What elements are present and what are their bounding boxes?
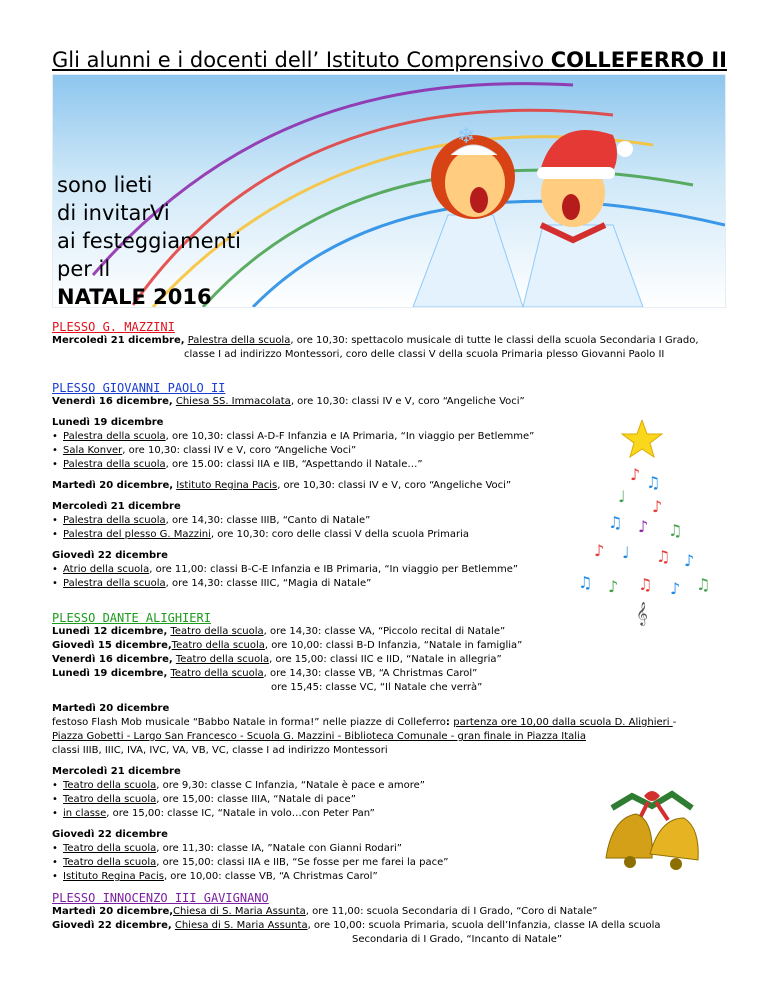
section-heading: PLESSO DANTE ALIGHIERI [52,611,211,625]
event-text: , ore 14,30: classe VB, “A Christmas Carol” [263,668,478,679]
list-item: • Palestra del plesso G. Mazzini, ore 10,30: coro delle classi V della scuola Primaria [52,528,534,542]
list-item: • Palestra della scuola, ore 14,30: classe IIIC, “Magia di Natale” [52,577,534,591]
separator: : [445,717,454,728]
event-place: Teatro della scuola [171,640,265,651]
list-item: • Atrio della scuola, ore 11,00: classi B-C-E Infanzia e IB Primaria, “In viaggio per Betlemme” [52,563,534,577]
event-place: Chiesa SS. Immacolata [175,396,291,407]
event-date: Mercoledì 21 dicembre [52,766,181,777]
list-item: • Teatro della scuola, ore 11,30: classe IA, ”Natale con Gianni Rodari” [52,842,676,856]
title-text: Gli alunni e i docenti dell’ Istituto Comprensivo [52,48,551,72]
list-item: • Sala Konver, ore 10,30: classi IV e V, coro “Angeliche Voci” [52,444,534,458]
svg-text:♫: ♫ [696,575,711,594]
section-giovanni-paolo-ii [52,381,534,591]
list-item: • Palestra della scuola, ore 15.00: classi IIA e IIB, “Aspettando il Natale…” [52,458,534,472]
section-mazzini [52,320,699,362]
event-place: Palestra della scuola [187,335,291,346]
event-date: Martedì 20 dicembre, [52,906,174,917]
event-text: Secondaria di I Grado, “Incanto di Natale” [352,934,563,945]
svg-text:♪: ♪ [630,465,641,484]
list-item: • Teatro della scuola, ore 15,00: classi IIA e IIB, “Se fosse per me farei la pace” [52,856,676,870]
event-date: Mercoledì 21 dicembre [52,501,181,512]
event-date: Venerdì 16 dicembre, [52,654,173,665]
event-place: Chiesa di S. Maria Assunta [174,920,308,931]
christmas-bells-icon [592,788,712,872]
event-date: Lunedì 19 dicembre, [52,668,168,679]
svg-text:♩: ♩ [622,543,630,562]
event-text: festoso Flash Mob musicale “Babbo Natale in forma!” nelle piazze di Colleferro [52,717,446,728]
event-date: Giovedì 22 dicembre [52,550,168,561]
event-text: , ore 10,00: classi B-D Infanzia, “Natale in famiglia” [264,640,523,651]
list-item: • Palestra della scuola, ore 14,30: classe IIIB, “Canto di Natale” [52,514,534,528]
event-text: , ore 10,00: scuola Primaria, scuola dell’Infanzia, classe IA della scuola [307,920,661,931]
event-date: Venerdì 16 dicembre, [52,396,173,407]
invite-line: ai festeggiamenti [57,229,241,253]
separator: - [672,717,677,728]
event-text: ore 15,45: classe VC, “Il Natale che verrà” [271,682,483,693]
event-text: , ore 11,00: scuola Secondaria di I Grado, “Coro di Natale” [305,906,598,917]
list-item: • Teatro della scuola, ore 9,30: classe C Infanzia, “Natale è pace e amore” [52,779,676,793]
svg-text:♫: ♫ [638,575,653,594]
angel-left-illustration [413,124,523,307]
christmas-banner [52,74,726,308]
event-place: Istituto Regina Pacis [176,480,278,491]
event-date: Giovedì 22 dicembre [52,829,168,840]
event-place: Chiesa di S. Maria Assunta [173,906,306,917]
event-date: Lunedì 12 dicembre, [52,626,168,637]
invite-line: di invitarVi [57,201,170,225]
svg-text:❄: ❄ [457,124,476,149]
svg-text:♪: ♪ [652,497,663,516]
section-heading: PLESSO G. MAZZINI [52,320,175,334]
svg-text:♫: ♫ [668,521,683,540]
music-tree-icon [572,420,722,630]
list-item: • in classe, ore 15,00: classe IC, “Natale in volo…con Peter Pan” [52,807,676,821]
document-title [52,47,727,73]
event-route: partenza ore 10,00 dalla scuola D. Alighieri [453,717,673,728]
event-text: , ore 10,30: spettacolo musicale di tutte le classi della scuola Secondaria I Grado, [290,335,699,346]
svg-text:𝄞: 𝄞 [636,601,648,625]
svg-text:♪: ♪ [594,541,605,560]
section-dante-alighieri [52,611,676,884]
event-text: classi IIIB, IIIC, IVA, IVC, VA, VB, VC, classe I ad indirizzo Montessori [52,745,388,756]
event-place: Teatro della scuola [170,668,264,679]
event-date: Giovedì 22 dicembre, [52,920,172,931]
school-name: COLLEFERRO II [550,48,727,72]
svg-text:♪: ♪ [608,577,619,596]
section-innocenzo-iii [52,891,661,947]
svg-text:♫: ♫ [656,547,671,566]
event-year-heading: NATALE 2016 [57,285,212,308]
event-text: classe I ad indirizzo Montessori, coro delle classi V della scuola Primaria plesso Giovanni Paolo II [184,349,665,360]
event-text: , ore 10,30: classi IV e V, coro “Angeliche Voci” [277,480,512,491]
event-date: Martedì 20 dicembre, [52,480,174,491]
svg-text:♩: ♩ [618,487,626,506]
invitation-text [57,171,241,308]
event-text: , ore 10,30: classi IV e V, coro “Angeliche Voci” [290,396,525,407]
event-date: Lunedì 19 dicembre [52,417,164,428]
event-date: Giovedì 15 dicembre, [52,640,172,651]
svg-text:♫: ♫ [646,473,661,492]
event-date: Mercoledì 21 dicembre, [52,335,185,346]
event-text: , ore 14,30: classe VA, “Piccolo recital di Natale” [263,626,506,637]
list-item: • Teatro della scuola, ore 15,00: classe IIIA, “Natale di pace” [52,793,676,807]
list-item: • Palestra della scuola, ore 10,30: classi A-D-F Infanzia e IA Primaria, “In viaggio per Betlemme” [52,430,534,444]
event-date: Martedì 20 dicembre [52,703,170,714]
angel-right-illustration [523,130,643,307]
svg-text:♪: ♪ [670,579,681,598]
section-heading: PLESSO GIOVANNI PAOLO II [52,381,226,395]
svg-text:♫: ♫ [608,513,623,532]
event-route: Piazza Gobetti - Largo San Francesco - Scuola G. Mazzini - Biblioteca Comunale - gran finale in Piazza Italia [52,731,586,742]
section-heading: PLESSO INNOCENZO III GAVIGNANO [52,891,269,905]
event-place: Teatro della scuola [175,654,270,665]
invite-line: per il [57,257,111,281]
event-text: , ore 15,00: classi IIC e IID, “Natale in allegria” [269,654,502,665]
invite-line: sono lieti [57,173,153,197]
svg-text:♪: ♪ [638,517,649,536]
event-place: Teatro della scuola [170,626,264,637]
list-item: • Istituto Regina Pacis, ore 10,00: classe VB, “A Christmas Carol” [52,870,676,884]
svg-text:♫: ♫ [578,573,593,592]
svg-text:♪: ♪ [684,551,695,570]
